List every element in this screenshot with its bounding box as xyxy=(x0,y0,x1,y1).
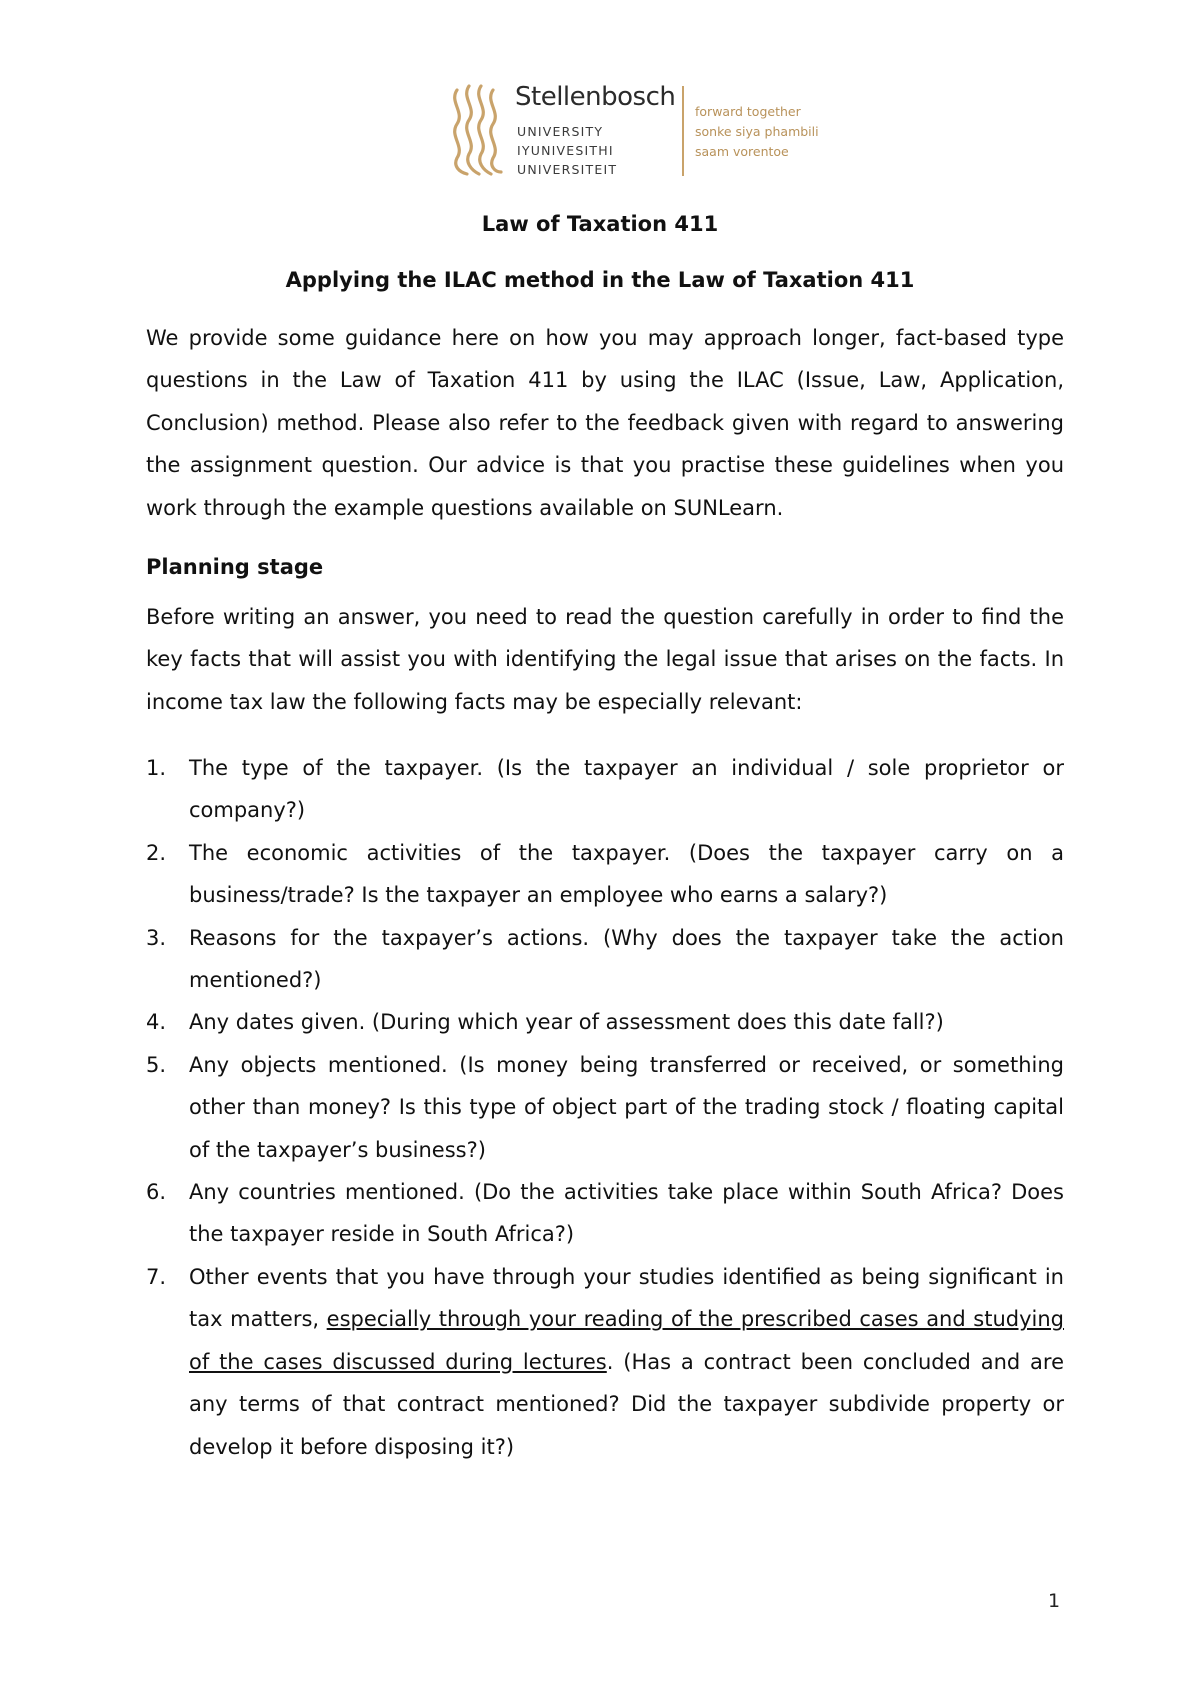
stellenbosch-crest-icon xyxy=(447,82,505,178)
list-item-number: 1. xyxy=(146,756,167,780)
list-item-text: Any objects mentioned. (Is money being transferred or received, or something other than money? Is this type of object part of the trading stock / floating capital of the taxpayer’s business?) xyxy=(189,1052,1064,1162)
document-title: Law of Taxation 411 xyxy=(481,212,719,236)
list-item-text-after: . (Has a contract been concluded and are any terms of that contract mentioned? Did the taxpayer subdivide property or develop it before disposing it?) xyxy=(189,1349,1065,1459)
logo-university-name: Stellenbosch xyxy=(515,82,676,112)
list-item xyxy=(146,1044,1064,1171)
list-item xyxy=(146,747,1064,832)
document-subtitle: Applying the ILAC method in the Law of Taxation 411 xyxy=(285,268,915,292)
list-item xyxy=(146,1171,1064,1256)
list-item-number: 3. xyxy=(146,925,167,950)
relevant-facts-list xyxy=(146,747,1064,1468)
page-number: 1 xyxy=(1048,1590,1061,1612)
list-item-number: 6. xyxy=(146,1180,167,1205)
list-item-number: 2. xyxy=(146,840,167,865)
list-item-number: 5. xyxy=(146,1052,167,1077)
list-item xyxy=(146,1001,1064,1043)
list-item-text: Any countries mentioned. (Do the activities take place within South Africa? Does the taxpayer reside in South Africa?) xyxy=(189,1180,1064,1247)
logo-divider xyxy=(682,86,684,176)
list-item xyxy=(146,832,1064,917)
planning-stage-heading: Planning stage xyxy=(146,555,324,579)
logo-tagline-afrikaans: saam vorentoe xyxy=(695,144,789,159)
logo-tagline-xhosa: sonke siya phambili xyxy=(695,124,819,139)
list-item-text: The type of the taxpayer. (Is the taxpayer an individual / sole proprietor or company?) xyxy=(189,756,1064,823)
list-item xyxy=(146,917,1064,1002)
logo-tagline-english: forward together xyxy=(695,104,801,119)
list-item-text-before: Other events that you have through your studies identified as being significant in tax matters, xyxy=(189,1264,1064,1332)
intro-paragraph: We provide some guidance here on how you may approach longer, fact-based type questions in the Law of Taxation 411 by using the ILAC (Issue, Law, Application, Conclusion) method. Please also refer to the feedback given with regard to answering the assignment question. Our advice is that you practise these guidelines when you work through the example questions available on SUNLearn. xyxy=(146,326,1064,520)
list-item-text: Reasons for the taxpayer’s actions. (Why does the taxpayer take the action mentioned?) xyxy=(189,925,1064,993)
list-item-text: The economic activities of the taxpayer. (Does the taxpayer carry on a business/trade? Is the taxpayer an employee who earns a salary?) xyxy=(189,840,1064,908)
logo-sub-xhosa: IYUNIVESITHI xyxy=(517,143,614,158)
list-item-text-underlined: especially through your reading of the prescribed cases and studying of the cases discussed during lectures xyxy=(189,1307,1065,1374)
university-logo xyxy=(447,80,827,180)
list-item-number: 4. xyxy=(146,1010,167,1035)
planning-stage-paragraph: Before writing an answer, you need to read the question carefully in order to find the key facts that will assist you with identifying the legal issue that arises on the facts. In income tax law the following facts may be especially relevant: xyxy=(146,605,1064,714)
logo-sub-english: UNIVERSITY xyxy=(517,124,604,139)
list-item-number: 7. xyxy=(146,1264,167,1289)
logo-sub-afrikaans: UNIVERSITEIT xyxy=(517,162,618,177)
list-item-text: Any dates given. (During which year of assessment does this date fall?) xyxy=(189,1010,944,1035)
list-item xyxy=(146,1256,1064,1468)
